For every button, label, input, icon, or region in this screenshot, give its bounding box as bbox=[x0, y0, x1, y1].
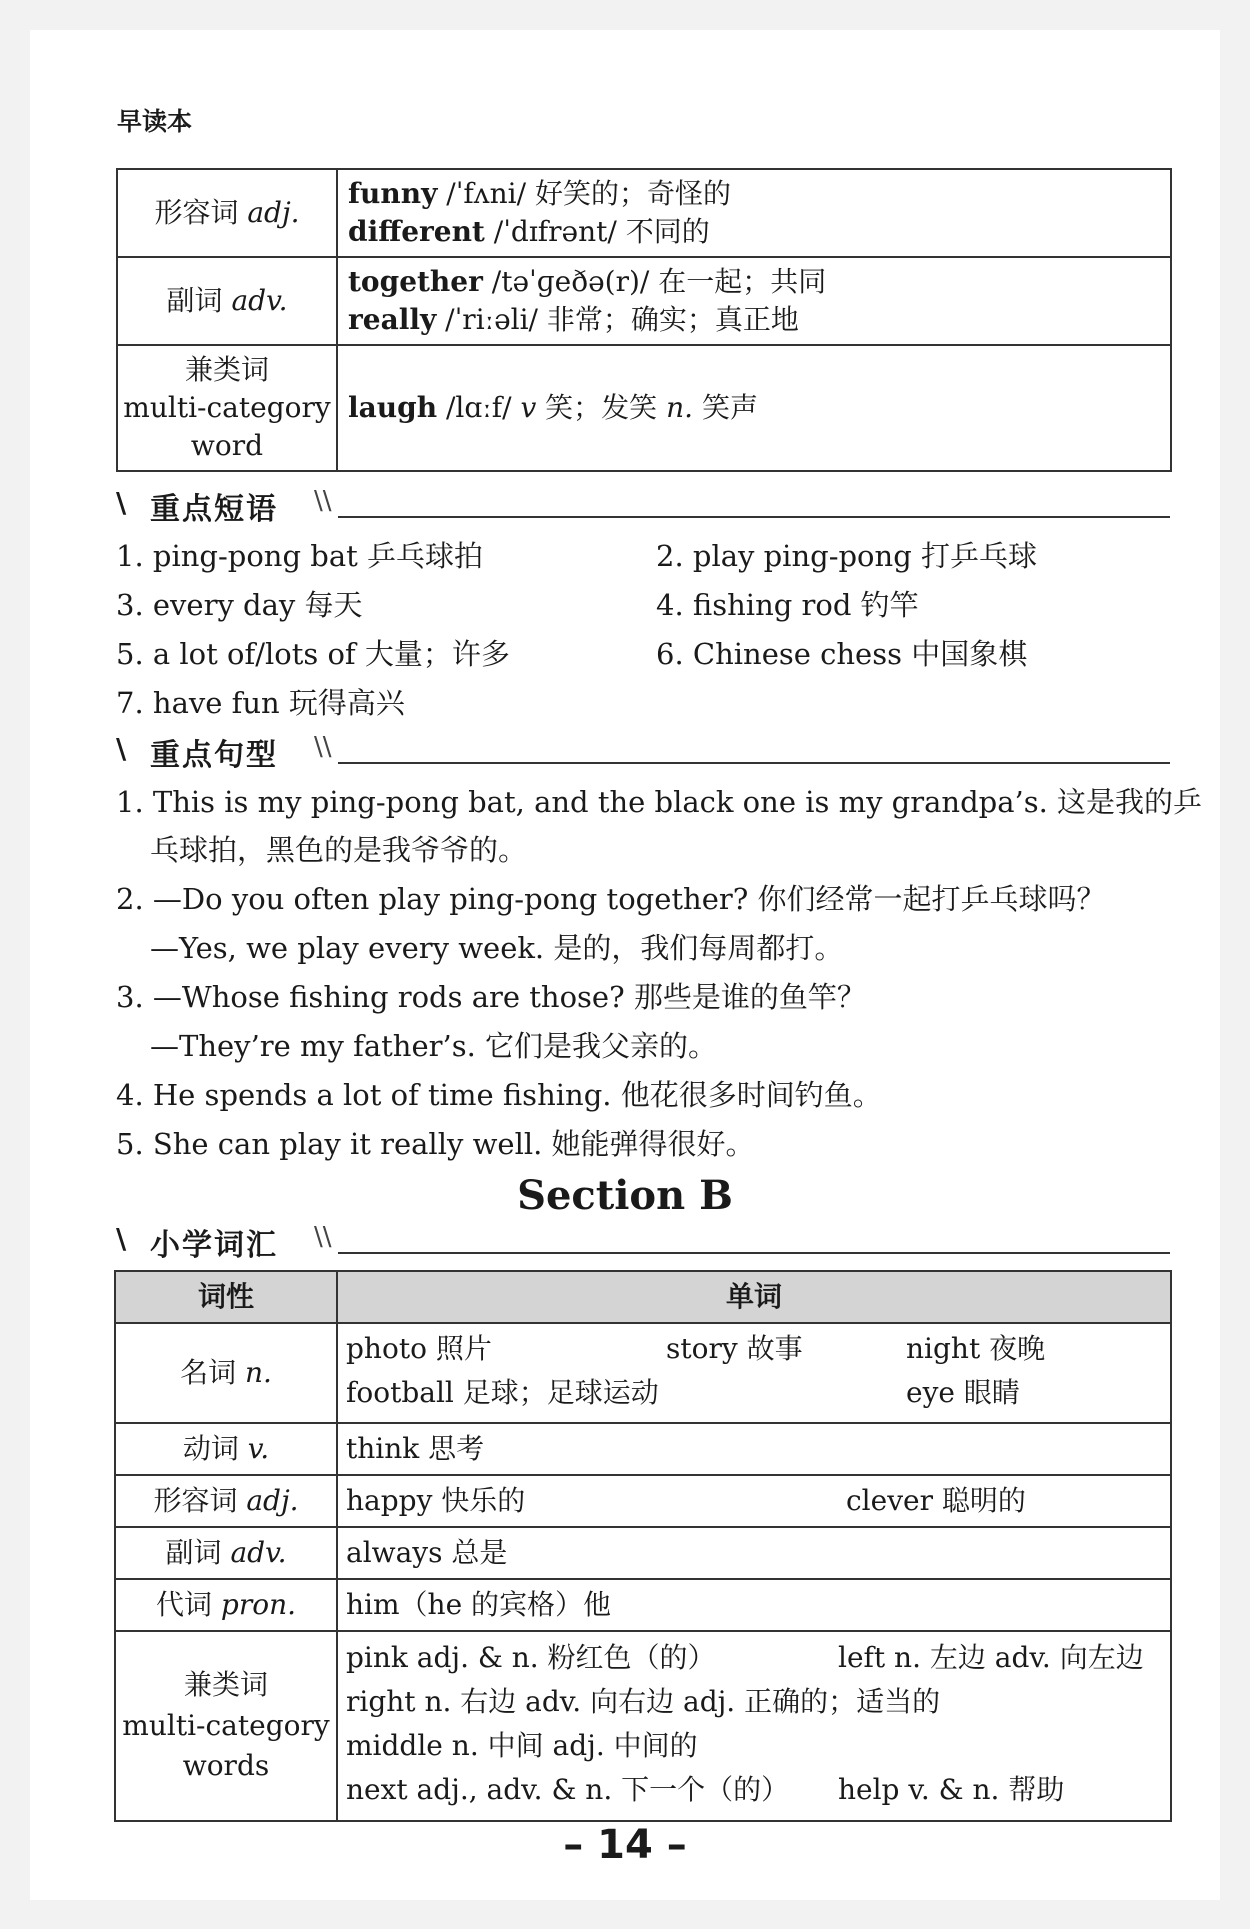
words-cell bbox=[337, 1475, 1171, 1527]
category-cell bbox=[117, 169, 337, 257]
phonetic: /ˈdɪfrənt/ bbox=[493, 215, 617, 248]
entries-cell bbox=[337, 257, 1171, 345]
headword: funny bbox=[348, 177, 438, 211]
category-line: words bbox=[182, 1749, 270, 1783]
word-line bbox=[346, 1638, 1169, 1682]
word-item: help v. & n. 帮助 bbox=[838, 1773, 1065, 1806]
entry bbox=[348, 213, 1169, 251]
dash-glyph: – bbox=[652, 1822, 687, 1868]
word-line bbox=[346, 1726, 1169, 1770]
section-title: 重点句型 bbox=[150, 738, 278, 773]
meaning: 笑；发笑 bbox=[545, 391, 658, 425]
page-number-value: 14 bbox=[597, 1822, 653, 1868]
word-line bbox=[346, 1682, 1169, 1726]
word-item: eye 眼睛 bbox=[906, 1376, 1020, 1409]
category-abbr: adj. bbox=[247, 196, 300, 230]
category-cn: 副词 bbox=[166, 284, 223, 318]
section-title: 小学词汇 bbox=[150, 1228, 278, 1263]
page-number bbox=[0, 1822, 1250, 1868]
header-slash-icon: \ bbox=[116, 732, 127, 765]
category-cell bbox=[115, 1423, 337, 1475]
category-line: multi-category bbox=[123, 391, 331, 425]
words-cell bbox=[337, 1423, 1171, 1475]
word-item: next adj., adv. & n. 下一个（的） bbox=[346, 1773, 790, 1806]
header-slash-icon: \\ bbox=[314, 1222, 332, 1252]
category-cn: 副词 bbox=[165, 1535, 222, 1569]
section-b-table bbox=[114, 1270, 1172, 1822]
table-row bbox=[115, 1527, 1171, 1579]
table-header-row bbox=[115, 1271, 1171, 1323]
vocab-table bbox=[116, 168, 1172, 472]
sentence-line: —They’re my father’s. 它们是我父亲的。 bbox=[150, 1029, 718, 1063]
table-row bbox=[115, 1475, 1171, 1527]
sentence-line: 2. —Do you often play ping-pong together? 你们经常一起打乒乓球吗？ bbox=[116, 882, 1106, 916]
word-item: night 夜晚 bbox=[906, 1332, 1046, 1365]
words-cell bbox=[337, 1579, 1171, 1631]
phrase-item: 3. every day 每天 bbox=[116, 588, 363, 622]
entry bbox=[348, 389, 1169, 427]
category-abbr: n. bbox=[244, 1355, 272, 1389]
word-item: football 足球；足球运动 bbox=[346, 1376, 659, 1409]
headword: really bbox=[348, 303, 437, 336]
phrase-item: 1. ping-pong bat 乒乓球拍 bbox=[116, 539, 483, 573]
word-item: happy 快乐的 bbox=[346, 1484, 526, 1517]
category-abbr: pron. bbox=[220, 1587, 297, 1621]
sentence-line: 3. —Whose fishing rods are those? 那些是谁的鱼竿？ bbox=[116, 980, 866, 1014]
table-row bbox=[115, 1579, 1171, 1631]
words-cell bbox=[337, 1631, 1171, 1821]
category-abbr: adj. bbox=[246, 1483, 299, 1517]
phonetic: /ˈfʌni/ bbox=[446, 177, 527, 211]
phonetic: /lɑːf/ bbox=[445, 391, 512, 425]
entry bbox=[348, 301, 1169, 339]
category-cn: 形容词 bbox=[154, 196, 239, 230]
category-cell bbox=[115, 1579, 337, 1631]
category-line: word bbox=[190, 428, 264, 462]
headword: different bbox=[348, 215, 485, 248]
meaning: 笑声 bbox=[701, 391, 758, 425]
header-slash-icon: \\ bbox=[314, 732, 332, 762]
section-title: 重点短语 bbox=[150, 492, 278, 527]
entries-cell bbox=[337, 345, 1171, 471]
vocab-row-adv bbox=[117, 257, 1171, 345]
word-item: photo 照片 bbox=[346, 1332, 492, 1365]
meaning: 非常；确实；真正地 bbox=[546, 303, 799, 336]
word-item: story 故事 bbox=[666, 1332, 803, 1365]
vocab-row-adj bbox=[117, 169, 1171, 257]
primary-vocab-header bbox=[116, 1220, 1170, 1263]
word-item: pink adj. & n. 粉红色（的） bbox=[346, 1641, 716, 1674]
word-line bbox=[346, 1481, 1169, 1521]
word-line bbox=[346, 1329, 1169, 1373]
word-item: middle n. 中间 adj. 中间的 bbox=[346, 1729, 698, 1762]
header-cell-words: 单词 bbox=[337, 1271, 1171, 1323]
entry bbox=[348, 175, 1169, 213]
table-row bbox=[115, 1423, 1171, 1475]
phonetic: /ˈriːəli/ bbox=[445, 303, 538, 336]
words-cell bbox=[337, 1323, 1171, 1423]
header-slash-icon: \ bbox=[116, 1222, 127, 1255]
word-item: left n. 左边 adv. 向左边 bbox=[838, 1641, 1144, 1674]
category-cn: 动词 bbox=[182, 1431, 239, 1465]
sentence-line: 4. He spends a lot of time fishing. 他花很多时间钓鱼。 bbox=[116, 1078, 882, 1112]
entry bbox=[348, 263, 1169, 301]
entries-cell bbox=[337, 169, 1171, 257]
divider bbox=[338, 762, 1170, 764]
pos-tag: n. bbox=[666, 391, 694, 425]
table-row bbox=[115, 1323, 1171, 1423]
header-slash-icon: \\ bbox=[314, 486, 332, 516]
meaning: 好笑的；奇怪的 bbox=[534, 177, 731, 211]
word-item: always 总是 bbox=[346, 1535, 508, 1569]
pos-tag: v bbox=[520, 391, 537, 425]
category-cn: 代词 bbox=[155, 1587, 212, 1621]
dash-glyph: – bbox=[563, 1822, 598, 1868]
category-cell bbox=[115, 1323, 337, 1423]
words-cell bbox=[337, 1527, 1171, 1579]
word-item: think 思考 bbox=[346, 1431, 485, 1465]
phrase-item: 6. Chinese chess 中国象棋 bbox=[656, 637, 1028, 671]
sentence-line: 5. She can play it really well. 她能弹得很好。 bbox=[116, 1127, 755, 1161]
phonetic: /təˈɡeðə(r)/ bbox=[491, 265, 650, 299]
header-slash-icon: \ bbox=[116, 486, 127, 519]
headword: laugh bbox=[348, 391, 438, 425]
header-cell-pos: 词性 bbox=[115, 1271, 337, 1323]
table-row bbox=[115, 1631, 1171, 1821]
category-cn: 形容词 bbox=[153, 1483, 238, 1517]
category-cell bbox=[115, 1631, 337, 1821]
sentences-header bbox=[116, 730, 1170, 773]
headword: together bbox=[348, 265, 483, 299]
category-cell bbox=[117, 345, 337, 471]
divider bbox=[338, 516, 1170, 518]
word-item: him（he 的宾格）他 bbox=[346, 1587, 612, 1621]
category-abbr: v. bbox=[247, 1431, 270, 1465]
book-title: 早读本 bbox=[117, 107, 193, 136]
phrase-item: 2. play ping-pong 打乒乓球 bbox=[656, 539, 1037, 573]
category-cn: 名词 bbox=[180, 1355, 237, 1389]
category-cell bbox=[115, 1475, 337, 1527]
word-item: right n. 右边 adv. 向右边 adj. 正确的；适当的 bbox=[346, 1685, 941, 1718]
word-item: clever 聪明的 bbox=[846, 1484, 1026, 1517]
category-line: 兼类词 bbox=[183, 1668, 268, 1702]
meaning: 不同的 bbox=[625, 215, 710, 248]
sentence-line: 1. This is my ping-pong bat, and the black one is my grandpa’s. 这是我的乒 bbox=[116, 785, 1203, 819]
phrase-item: 5. a lot of/lots of 大量；许多 bbox=[116, 637, 510, 671]
word-line bbox=[346, 1770, 1169, 1814]
category-cell bbox=[117, 257, 337, 345]
word-line bbox=[346, 1373, 1169, 1417]
category-cell bbox=[115, 1527, 337, 1579]
category-line: 兼类词 bbox=[184, 353, 269, 387]
vocab-row-multi bbox=[117, 345, 1171, 471]
divider bbox=[338, 1252, 1170, 1254]
section-heading: Section B bbox=[517, 1172, 733, 1219]
meaning: 在一起；共同 bbox=[658, 265, 827, 299]
category-line: multi-category bbox=[122, 1708, 330, 1742]
phrases-header bbox=[116, 484, 1170, 527]
category-abbr: adv. bbox=[231, 284, 288, 318]
sentence-line: 乓球拍，黑色的是我爷爷的。 bbox=[150, 833, 528, 867]
phrase-item: 4. fishing rod 钓竿 bbox=[656, 588, 919, 622]
category-abbr: adv. bbox=[230, 1535, 287, 1569]
sentence-line: —Yes, we play every week. 是的，我们每周都打。 bbox=[150, 931, 844, 965]
phrase-item: 7. have fun 玩得高兴 bbox=[116, 686, 405, 720]
